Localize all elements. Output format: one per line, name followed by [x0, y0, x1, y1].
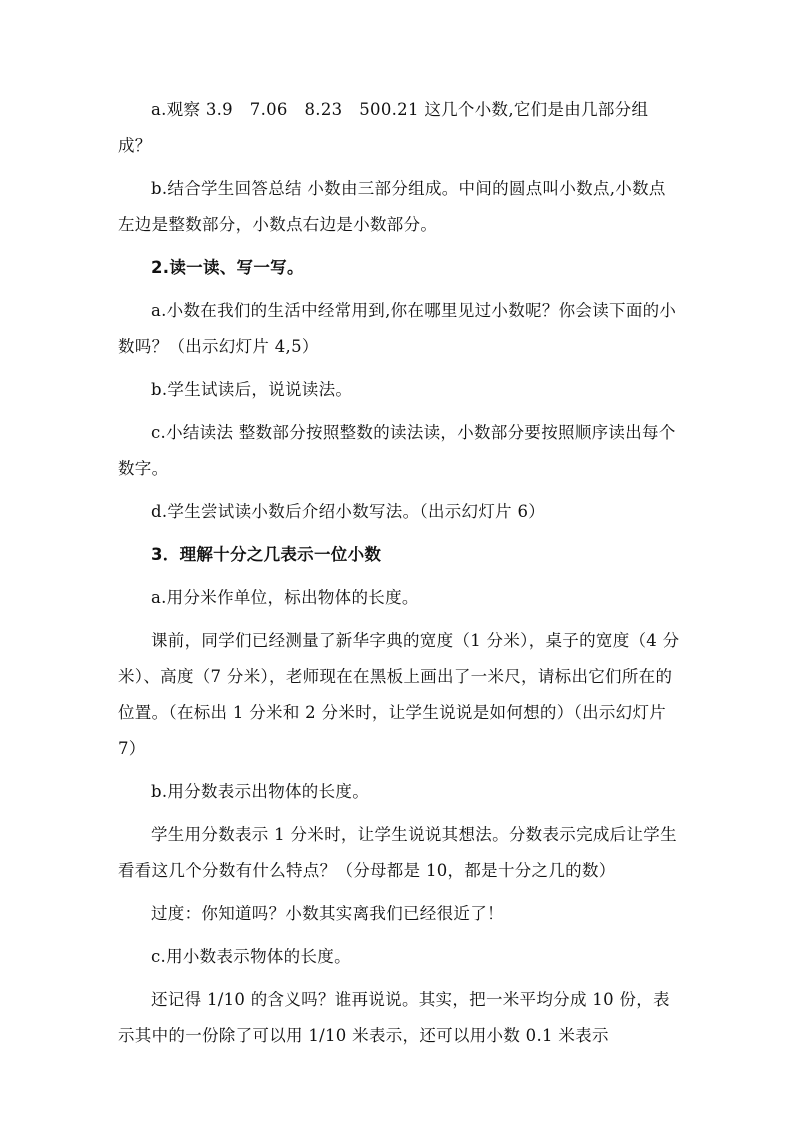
- section-heading-read-write: 2.读一读、写一写。: [151, 258, 304, 277]
- paragraph-one-tenth-meaning: 还记得 1/10 的含义吗？谁再说说。其实，把一米平均分成 10 份，表示其中的一份除了可以用 1/10 米表示，还可以用小数 0.1 米表示: [118, 990, 670, 1045]
- paragraph-fraction-discussion: 学生用分数表示 1 分米时，让学生说说其想法。分数表示完成后让学生看看这几个分数有什么特点？（分母都是 10，都是十分之几的数）: [118, 825, 677, 880]
- paragraph-writing-introduction: d.学生尝试读小数后介绍小数写法。（出示幻灯片 6）: [151, 502, 546, 521]
- paragraph-decimal-parts-summary: b.结合学生回答总结 小数由三部分组成。中间的圆点叫小数点,小数点左边是整数部分，小数点右边是小数部分。: [118, 179, 666, 234]
- paragraph-students-try-reading: b.学生试读后，说说读法。: [151, 380, 353, 399]
- paragraph-fraction-lengths: b.用分数表示出物体的长度。: [151, 782, 370, 801]
- document-body: [118, 92, 680, 1061]
- section-heading-tenths: 3．理解十分之几表示一位小数: [151, 545, 382, 564]
- paragraph-decimals-in-life: a.小数在我们的生活中经常用到,你在哪里见过小数呢？你会读下面的小数吗？（出示幻灯片 4,5）: [118, 301, 677, 356]
- paragraph-decimal-lengths: c.用小数表示物体的长度。: [151, 947, 351, 966]
- paragraph-observe-decimals: a.观察 3.9 7.06 8.23 500.21 这几个小数,它们是由几部分组成？: [118, 100, 649, 155]
- paragraph-reading-summary: c.小结读法 整数部分按照整数的读法读，小数部分要按照顺序读出每个数字。: [118, 423, 676, 478]
- paragraph-decimeter-unit: a.用分米作单位，标出物体的长度。: [151, 588, 419, 607]
- paragraph-measurement-activity: 课前，同学们已经测量了新华字典的宽度（1 分米），桌子的宽度（4 分米）、高度（7 分米），老师现在在黑板上画出了一米尺，请标出它们所在的位置。（在标出 1 分米和 2 分米时，让学生说说是如何想的）（出示幻灯片 7）: [118, 631, 680, 758]
- paragraph-transition: 过度：你知道吗？小数其实离我们已经很近了！: [151, 904, 504, 923]
